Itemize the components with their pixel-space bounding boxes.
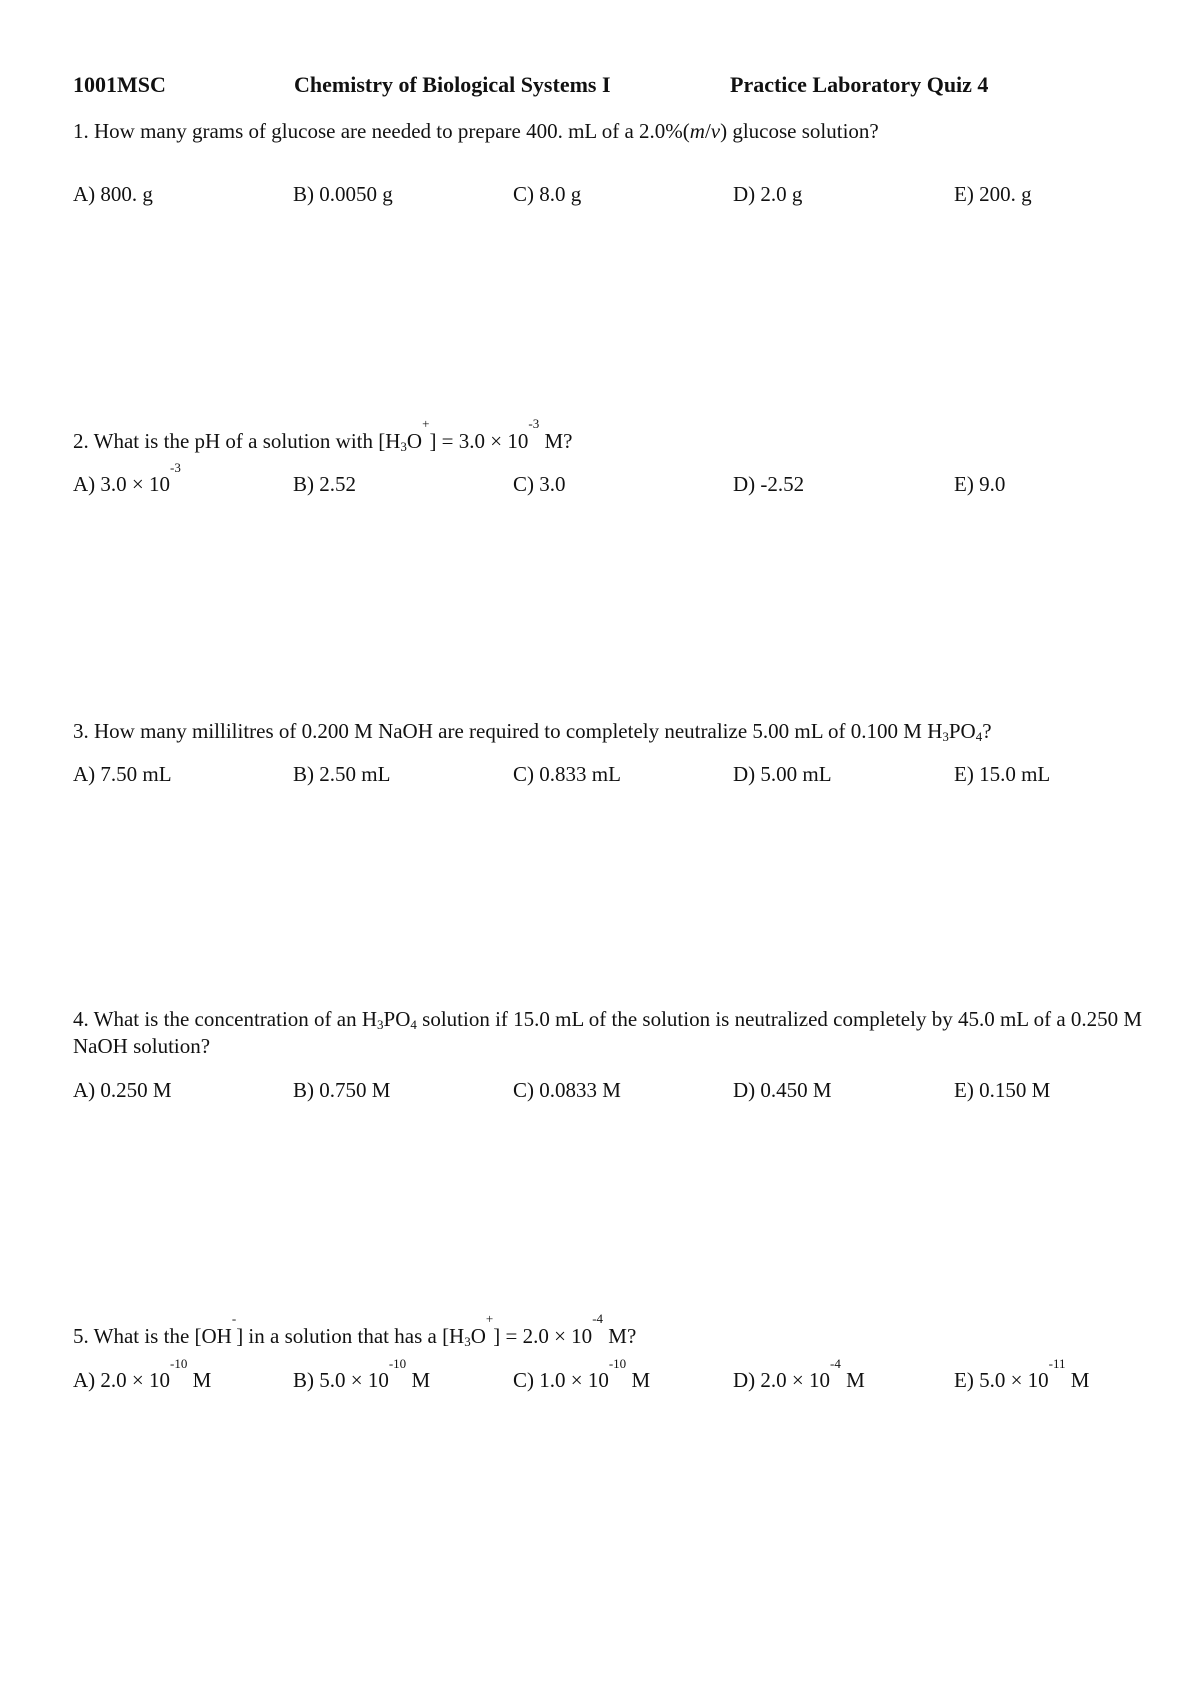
answer-option-b <box>293 1356 431 1393</box>
text-run: 0.750 M <box>314 1078 391 1102</box>
question-1-options <box>73 182 1173 214</box>
text-run: O <box>470 1324 486 1348</box>
question-2-options <box>73 460 1173 504</box>
text-run: ] = 2.0 × 10 <box>493 1324 593 1348</box>
answer-option-d <box>733 762 832 787</box>
text-run: 5.00 mL <box>755 762 832 786</box>
option-label: D) <box>733 182 756 206</box>
text-run: PO <box>948 719 976 743</box>
text-run: 2.0 × 10 <box>95 1368 171 1392</box>
superscript: -3 <box>528 416 540 431</box>
text-run: 3.0 × 10 <box>95 472 171 496</box>
answer-option-b <box>293 1078 390 1103</box>
superscript: + <box>485 1311 494 1326</box>
superscript: -11 <box>1048 1356 1066 1371</box>
question-2-text <box>73 416 1153 455</box>
text-run: ] in a solution that has a [H <box>236 1324 465 1348</box>
text-run: 800. g <box>95 182 153 206</box>
answer-option-c <box>513 1356 651 1393</box>
text-run: 0.0050 g <box>314 182 393 206</box>
text-run: 8.0 g <box>534 182 582 206</box>
text-run: solution if 15.0 mL of the solution is neutralized completely by 45.0 mL of a 0.250 M NaOH solution? <box>73 1007 1148 1058</box>
option-label: A) <box>73 182 96 206</box>
option-label: E) <box>954 762 974 786</box>
option-label: C) <box>513 1368 534 1392</box>
option-label: B) <box>293 1078 314 1102</box>
answer-option-d <box>733 1078 832 1103</box>
text-run: 0.150 M <box>973 1078 1051 1102</box>
text-run: M? <box>603 1324 637 1348</box>
text-run: / <box>704 119 711 143</box>
answer-option-b <box>293 182 393 207</box>
text-run: 2.50 mL <box>314 762 391 786</box>
answer-option-a <box>73 460 181 497</box>
text-run: ? <box>982 719 992 743</box>
course-code: 1001MSC <box>73 72 166 97</box>
superscript: -10 <box>608 1356 627 1371</box>
option-label: A) <box>73 762 96 786</box>
subscript: 4 <box>975 729 983 744</box>
answer-option-a <box>73 762 172 787</box>
option-label: D) <box>733 1078 756 1102</box>
text-run: How many grams of glucose are needed to prepare 400. mL of a 2.0%( <box>88 119 690 143</box>
text-run: M <box>840 1368 865 1392</box>
option-label: C) <box>513 472 534 496</box>
answer-option-a <box>73 1356 212 1393</box>
option-label: D) <box>733 762 756 786</box>
subscript: 3 <box>942 729 949 744</box>
text-run: PO <box>383 1007 411 1031</box>
question-4-options <box>73 1078 1173 1110</box>
option-label: B) <box>293 1368 314 1392</box>
text-run: -2.52 <box>755 472 805 496</box>
answer-option-c <box>513 472 566 497</box>
superscript: -4 <box>592 1311 604 1326</box>
question-number: 2. <box>73 429 89 453</box>
subscript: 3 <box>464 1334 471 1349</box>
course-name: Chemistry of Biological Systems I <box>294 72 611 97</box>
question-3-options <box>73 762 1173 794</box>
superscript: -3 <box>170 460 181 475</box>
text-run: 2.52 <box>314 472 356 496</box>
text-run: 2.0 g <box>755 182 803 206</box>
text-run: 9.0 <box>973 472 1006 496</box>
option-label: E) <box>954 1078 974 1102</box>
option-label: E) <box>954 1368 974 1392</box>
text-run: M <box>626 1368 651 1392</box>
answer-option-e <box>954 182 1032 207</box>
text-run: v <box>710 119 721 143</box>
answer-option-e <box>954 762 1050 787</box>
question-number: 1. <box>73 119 89 143</box>
document-header <box>73 72 1173 102</box>
option-label: E) <box>954 182 974 206</box>
question-5-options <box>73 1356 1173 1400</box>
answer-option-e <box>954 1356 1090 1393</box>
option-label: B) <box>293 182 314 206</box>
option-label: C) <box>513 762 534 786</box>
question-1-text <box>73 118 1153 145</box>
option-label: C) <box>513 1078 534 1102</box>
question-number: 4. <box>73 1007 89 1031</box>
answer-option-b <box>293 762 390 787</box>
option-label: D) <box>733 472 756 496</box>
text-run: What is the concentration of an H <box>88 1007 378 1031</box>
superscript: -10 <box>388 1356 407 1371</box>
superscript: -10 <box>170 1356 188 1371</box>
answer-option-d <box>733 182 802 207</box>
question-number: 5. <box>73 1324 89 1348</box>
text-run: How many millilitres of 0.200 M NaOH are required to completely neutralize 5.00 mL of 0.100 M H <box>88 719 943 743</box>
answer-option-a <box>73 1078 172 1103</box>
text-run: 0.250 M <box>95 1078 172 1102</box>
answer-option-b <box>293 472 356 497</box>
text-run: M <box>1065 1368 1090 1392</box>
text-run: 2.0 × 10 <box>755 1368 831 1392</box>
answer-option-e <box>954 472 1005 497</box>
option-label: A) <box>73 1368 96 1392</box>
option-label: B) <box>293 472 314 496</box>
text-run: 5.0 × 10 <box>973 1368 1049 1392</box>
subscript: 3 <box>377 1017 384 1032</box>
answer-option-e <box>954 1078 1050 1103</box>
text-run: What is the [OH <box>88 1324 232 1348</box>
text-run: 3.0 <box>534 472 566 496</box>
text-run: ] = 3.0 × 10 <box>429 429 529 453</box>
quiz-title: Practice Laboratory Quiz 4 <box>730 72 989 97</box>
question-5-text <box>73 1311 1153 1350</box>
text-run: 0.0833 M <box>534 1078 621 1102</box>
text-run: 5.0 × 10 <box>314 1368 389 1392</box>
option-label: B) <box>293 762 314 786</box>
answer-option-d <box>733 1356 865 1393</box>
text-run: 0.450 M <box>755 1078 832 1102</box>
option-label: E) <box>954 472 974 496</box>
text-run: 7.50 mL <box>95 762 172 786</box>
answer-option-c <box>513 1078 621 1103</box>
answer-option-d <box>733 472 804 497</box>
text-run: 0.833 mL <box>534 762 621 786</box>
text-run: O <box>406 429 423 453</box>
text-run: What is the pH of a solution with [H <box>88 429 401 453</box>
subscript: 4 <box>410 1017 417 1032</box>
text-run: m <box>689 119 705 143</box>
text-run: M <box>406 1368 431 1392</box>
text-run: 15.0 mL <box>973 762 1051 786</box>
text-run: 1.0 × 10 <box>534 1368 609 1392</box>
text-run: 200. g <box>973 182 1032 206</box>
superscript: + <box>422 416 430 431</box>
text-run: ) glucose solution? <box>720 119 879 143</box>
option-label: A) <box>73 1078 96 1102</box>
question-3-text <box>73 718 1153 745</box>
answer-option-c <box>513 182 581 207</box>
question-number: 3. <box>73 719 89 743</box>
text-run: M <box>187 1368 212 1392</box>
subscript: 3 <box>400 439 407 454</box>
option-label: A) <box>73 472 96 496</box>
option-label: C) <box>513 182 534 206</box>
question-4-text <box>73 1006 1153 1060</box>
superscript: - <box>231 1311 237 1326</box>
answer-option-a <box>73 182 153 207</box>
text-run: M? <box>539 429 573 453</box>
answer-option-c <box>513 762 621 787</box>
superscript: -4 <box>830 1356 841 1371</box>
option-label: D) <box>733 1368 756 1392</box>
